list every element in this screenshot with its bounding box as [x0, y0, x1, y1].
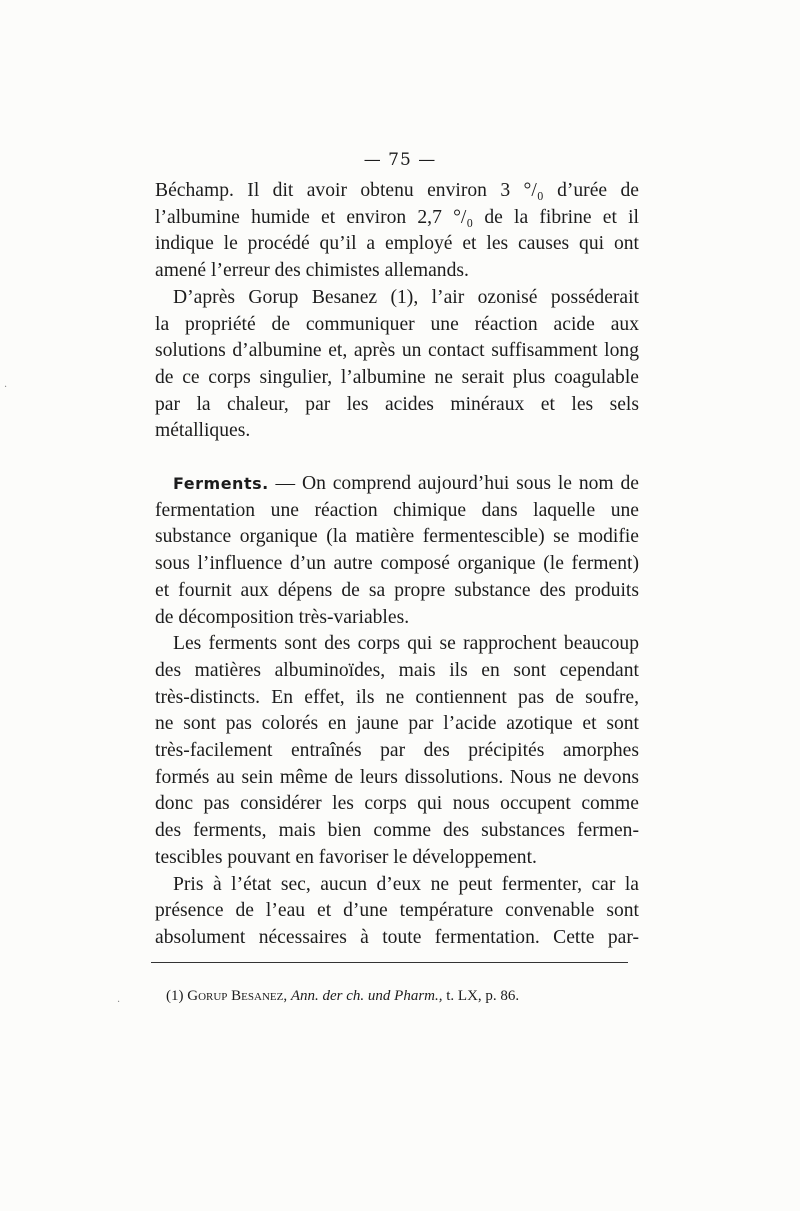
heading-continuation: — On comprend aujourd’hui sous le nom de [268, 473, 639, 495]
text-line: métalliques. [155, 420, 251, 442]
text-line: très-distincts. En effet, ils ne contiennent pas de soufre, [155, 686, 639, 708]
text-line: solutions d’albumine et, après un contact suffisamment long [155, 340, 639, 362]
scan-speck: · [4, 382, 8, 393]
text-line: des ferments, mais bien comme des substances fermen- [155, 820, 639, 842]
text-line: de ce corps singulier, l’albumine ne serait plus coagulable [155, 366, 639, 388]
text-line: de décomposition très-variables. [155, 606, 410, 628]
text-line: sous l’influence d’un autre composé organique (le ferment) [155, 553, 639, 575]
page-number: — 75 — [363, 150, 437, 170]
paragraph-5 [155, 872, 639, 952]
text-line: tescibles pouvant en favoriser le développement. [155, 846, 537, 868]
text-line: formés au sein même de leurs dissolutions. Nous ne devons [155, 766, 639, 788]
text-line: absolument nécessaires à toute fermentation. Cette par- [155, 926, 639, 948]
footnote [166, 988, 519, 1005]
text-line: l’albumine humide et environ 2,7 °/₀ de la fibrine et il [155, 206, 639, 228]
footnote-reference: t. LX, p. 86. [446, 988, 520, 1004]
section-gap [155, 445, 639, 471]
text-line: très-facilement entraînés par des précipités amorphes [155, 740, 639, 762]
text-line: Les ferments sont des corps qui se rapprochent beaucoup [173, 633, 639, 655]
text-line: indique le procédé qu’il a employé et les causes qui ont [155, 233, 639, 255]
paragraph-4 [155, 631, 639, 871]
text-line: par la chaleur, par les acides minéraux et les sels [155, 393, 639, 415]
text-line: amené l’erreur des chimistes allemands. [155, 260, 469, 282]
footnote-marker: (1) [166, 988, 184, 1004]
footnote-journal: Ann. der ch. und Pharm., [290, 988, 443, 1004]
text-line: ne sont pas colorés en jaune par l’acide azotique et sont [155, 713, 639, 735]
text-line: présence de l’eau et d’une température convenable sont [155, 900, 639, 922]
section-heading: Ferments. [173, 474, 269, 494]
text-line: des matières albuminoïdes, mais ils en sont cependant [155, 659, 639, 681]
paragraph-ferments [155, 471, 639, 631]
text-line: fermentation une réaction chimique dans laquelle une [155, 499, 639, 521]
text-line: la propriété de communiquer une réaction acide aux [155, 313, 639, 335]
text-line [155, 471, 639, 498]
body-text [155, 178, 639, 952]
text-line: Pris à l’état sec, aucun d’eux ne peut fermenter, car la [173, 873, 639, 895]
text-line: et fournit aux dépens de sa propre substance des produits [155, 579, 639, 601]
text-line: donc pas considérer les corps qui nous occupent comme [155, 793, 639, 815]
paragraph-1 [155, 178, 639, 285]
text-line: substance organique (la matière fermentescible) se modifie [155, 526, 639, 548]
footnote-author: Gorup Besanez, [187, 988, 288, 1004]
text-line: D’après Gorup Besanez (1), l’air ozonisé posséderait [173, 286, 639, 308]
paragraph-2 [155, 285, 639, 445]
footnote-rule [151, 962, 628, 963]
text-line: Béchamp. Il dit avoir obtenu environ 3 °/₀ d’urée de [155, 180, 639, 201]
scan-speck: · [117, 997, 121, 1008]
